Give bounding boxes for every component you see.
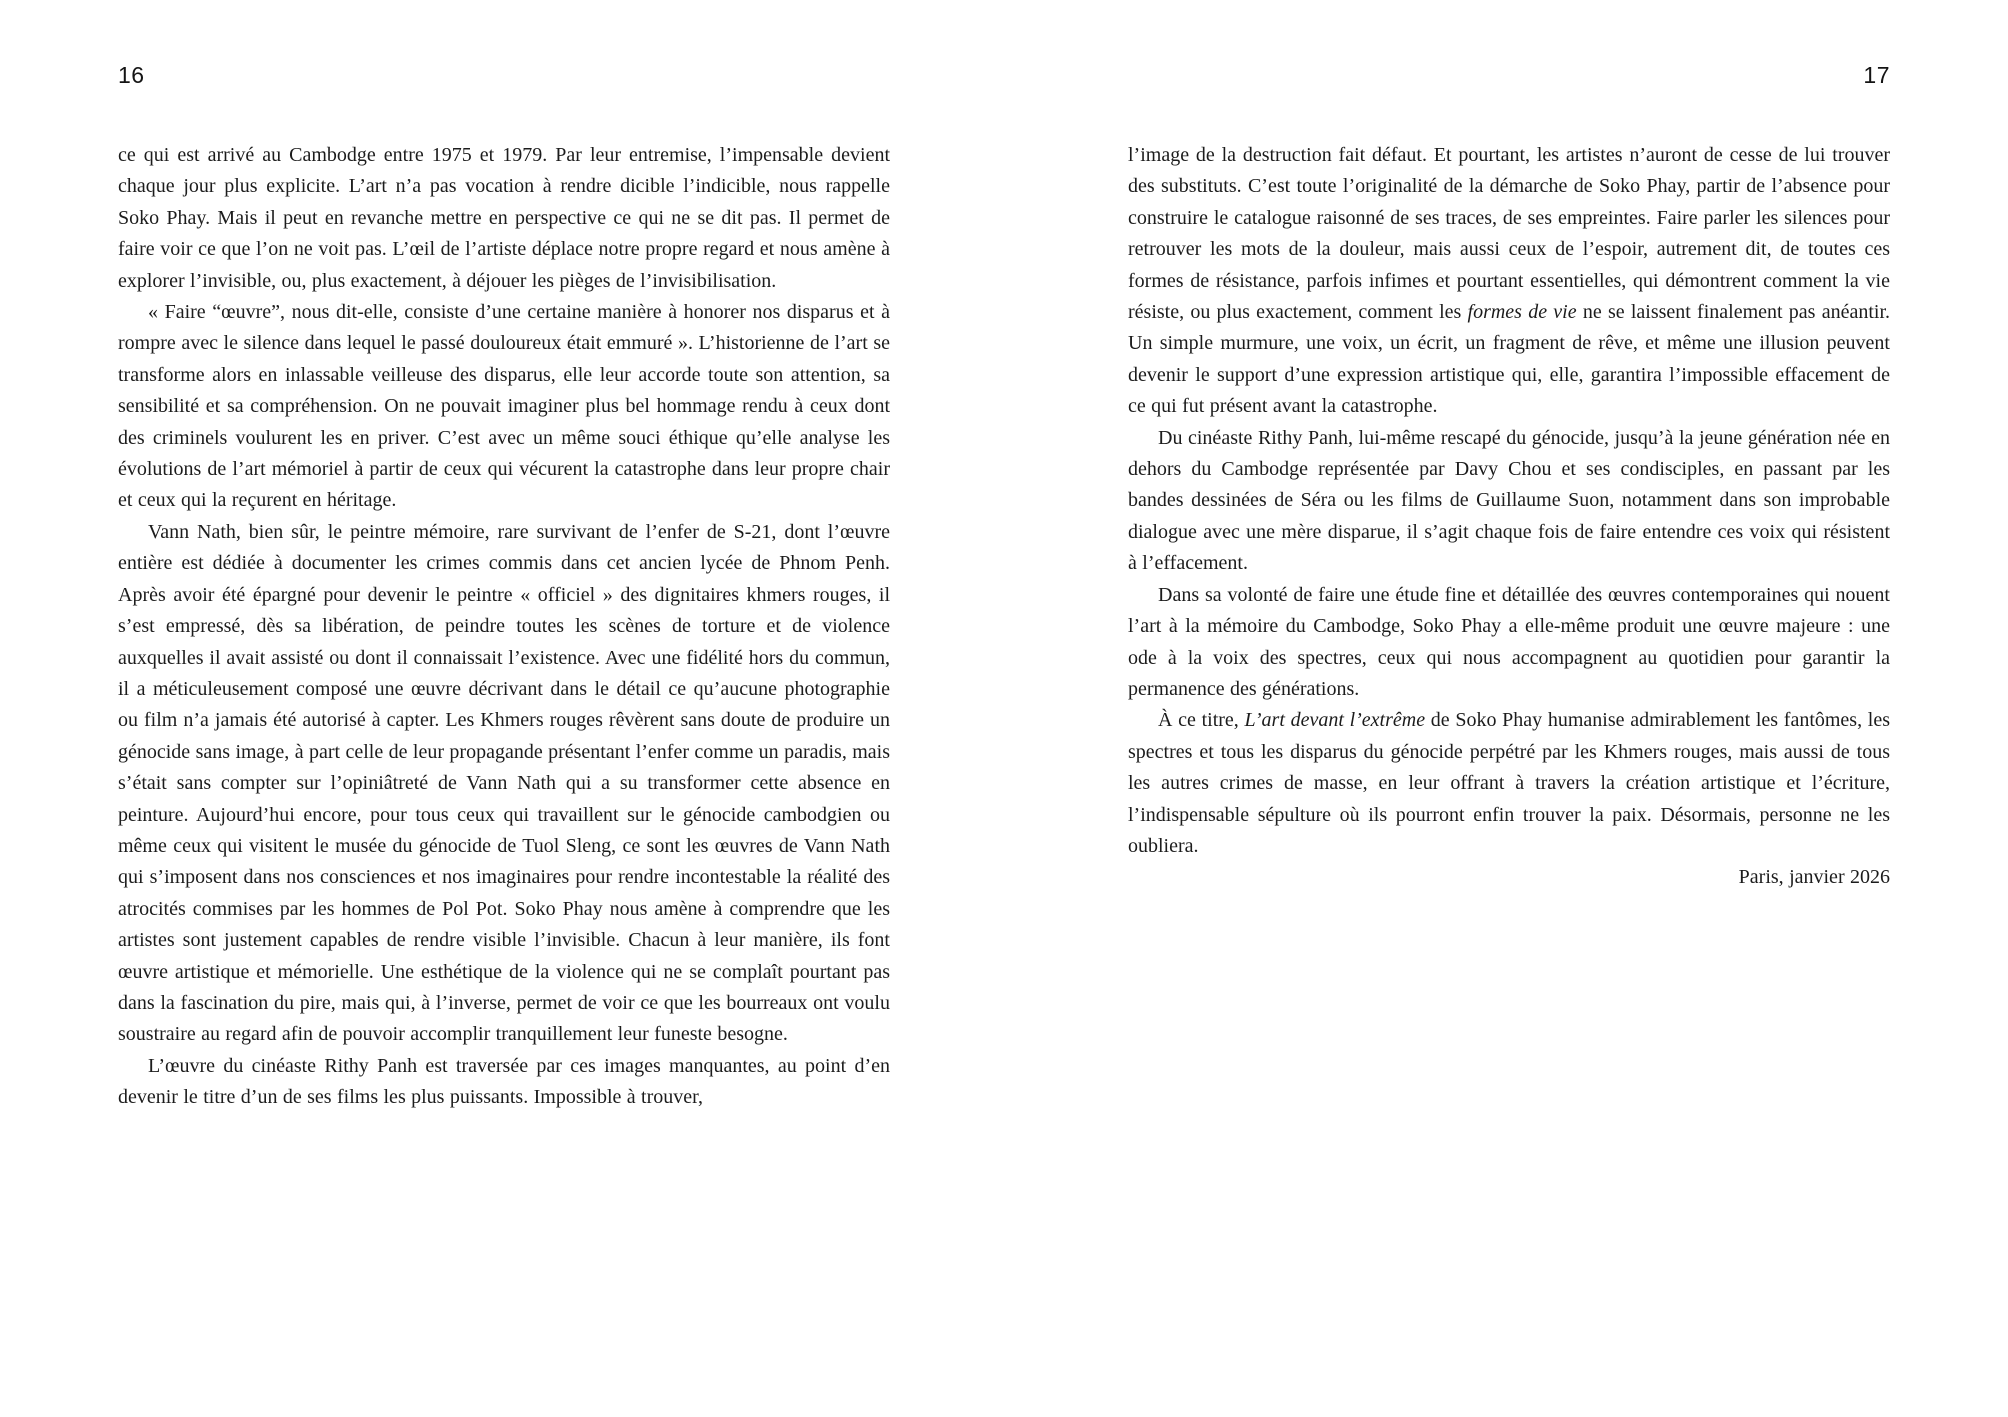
book-title-italic: L’art devant l’extrême xyxy=(1244,709,1426,732)
paragraph-segment: ne se laissent finalement pas anéantir. Un simple murmure, une voix, un écrit, un fragment de rêve, et même une illusion peuvent devenir le support d’une expression artistique qui, elle, garantira l’impossible effacement de ce qui fut présent avant la catastrophe. xyxy=(1128,301,1890,418)
paragraph-a-ce-titre xyxy=(1128,705,1890,862)
paragraph-etude-fine: Dans sa volonté de faire une étude fine et détaillée des œuvres contemporaines qui nouent l’art à la mémoire du Cambodge, Soko Phay a elle-même produit une œuvre majeure : une ode à la voix des spectres, ceux qui nous accompagnent au quotidien pour garantir la permanence des générations. xyxy=(1128,583,1890,700)
paragraph-du-cineaste: Du cinéaste Rithy Panh, lui-même rescapé du génocide, jusqu’à la jeune génération née en dehors du Cambodge représentée par Davy Chou et ses condisciples, en passant par les bandes dessinées de Séra ou les films de Guillaume Suon, notamment dans son improbable dialogue avec une mère disparue, il s’agit chaque fois de faire entendre ces voix qui résistent à l’effacement. xyxy=(1128,426,1890,575)
italic-phrase-formes-de-vie: formes de vie xyxy=(1467,301,1577,324)
paragraph-segment: À ce titre, xyxy=(1158,709,1245,732)
paragraph-segment: de Soko Phay humanise admirablement les fantômes, les spectres et tous les disparus du génocide perpétré par les Khmers rouges, mais aussi de tous les autres crimes de masse, en leur offrant à travers la création artistique et l’écriture, l’indispensable sépulture où ils pourront enfin trouver la paix. Désormais, personne ne les oubliera. xyxy=(1128,709,1891,857)
paragraph-quote-faire-oeuvre: « Faire “œuvre”, nous dit-elle, consiste d’une certaine manière à honorer nos disparus et à rompre avec le silence dans lequel le passé douloureux était emmuré ». L’historienne de l’art se transforme alors en inlassable veilleuse des disparus, elle leur accorde toute son attention, sa sensibilité et sa compréhension. On ne pouvait imaginer plus bel hommage rendu à ceux dont des criminels voulurent les en priver. C’est avec un même souci éthique qu’elle analyse les évolutions de l’art mémoriel à partir de ceux qui vécurent la catastrophe dans leur propre chair et ceux qui la reçurent en héritage. xyxy=(118,301,890,512)
page-17-text-block xyxy=(1128,140,1890,894)
page-16-text-block xyxy=(118,140,890,1114)
page-number-right: 17 xyxy=(1863,62,1890,88)
paragraph-vann-nath: Vann Nath, bien sûr, le peintre mémoire, rare survivant de l’enfer de S-21, dont l’œuvre entière est dédiée à documenter les crimes commis dans cet ancien lycée de Phnom Penh. Après avoir été épargné pour devenir le peintre « officiel » des dignitaires khmers rouges, il s’est empressé, dès sa libération, de peindre toutes les scènes de torture et de violence auxquelles il avait assisté ou dont il connaissait l’existence. Avec une fidélité hors du commun, il a méticuleusement composé une œuvre décrivant dans le détail ce qu’aucune photographie ou film n’a jamais été autorisé à capter. Les Khmers rouges rêvèrent sans doute de produire un génocide sans image, à part celle de leur propagande présentant l’enfer comme un paradis, mais s’était sans compter sur l’opiniâtreté de Vann Nath qui a su transformer cette absence en peinture. Aujourd’hui encore, pour tous ceux qui travaillent sur le génocide cambodgien ou même ceux qui visitent le musée du génocide de Tuol Sleng, ce sont les œuvres de Vann Nath qui s’imposent dans nos consciences et nos imaginaires pour rendre incontestable la réalité des atrocités commises par les hommes de Pol Pot. Soko Phay nous amène à comprendre que les artistes sont justement capables de rendre visible l’invisible. Chacun à leur manière, ils font œuvre artistique et mémorielle. Une esthétique de la violence qui ne se complaît pourtant pas dans la fascination du pire, mais qui, à l’inverse, permet de voir ce que les bourreaux ont voulu soustraire au regard afin de pouvoir accomplir tranquillement leur funeste besogne. xyxy=(118,520,890,1046)
paragraph-image-destruction xyxy=(1128,140,1890,423)
page-number-left: 16 xyxy=(118,62,145,88)
paragraph-segment: l’image de la destruction fait défaut. Et pourtant, les artistes n’auront de cesse de lui trouver des substituts. C’est toute l’originalité de la démarche de Soko Phay, partir de l’absence pour construire le catalogue raisonné de ses traces, de ses empreintes. Faire parler les silences pour retrouver les mots de la douleur, mais aussi ceux de l’espoir, autrement dit, de toutes ces formes de résistance, parfois infimes et pourtant essentielles, qui démontrent comment la vie résiste, ou plus exactement, comment les xyxy=(1128,144,1890,324)
page-17 xyxy=(1004,0,2008,1417)
paragraph-continuation: ce qui est arrivé au Cambodge entre 1975 et 1979. Par leur entremise, l’impensable devient chaque jour plus explicite. L’art n’a pas vocation à rendre dicible l’indicible, nous rappelle Soko Phay. Mais il peut en revanche mettre en perspective ce qui ne se dit pas. Il permet de faire voir ce que l’on ne voit pas. L’œil de l’artiste déplace notre propre regard et nous amène à explorer l’invisible, ou, plus exactement, à déjouer les pièges de l’invisibilisation. xyxy=(118,144,890,292)
paragraph-rithy-panh-intro: L’œuvre du cinéaste Rithy Panh est traversée par ces images manquantes, au point d’en devenir le titre d’un de ses films les plus puissants. Impossible à trouver, xyxy=(118,1054,890,1109)
dateline: Paris, janvier 2026 xyxy=(1738,866,1890,889)
